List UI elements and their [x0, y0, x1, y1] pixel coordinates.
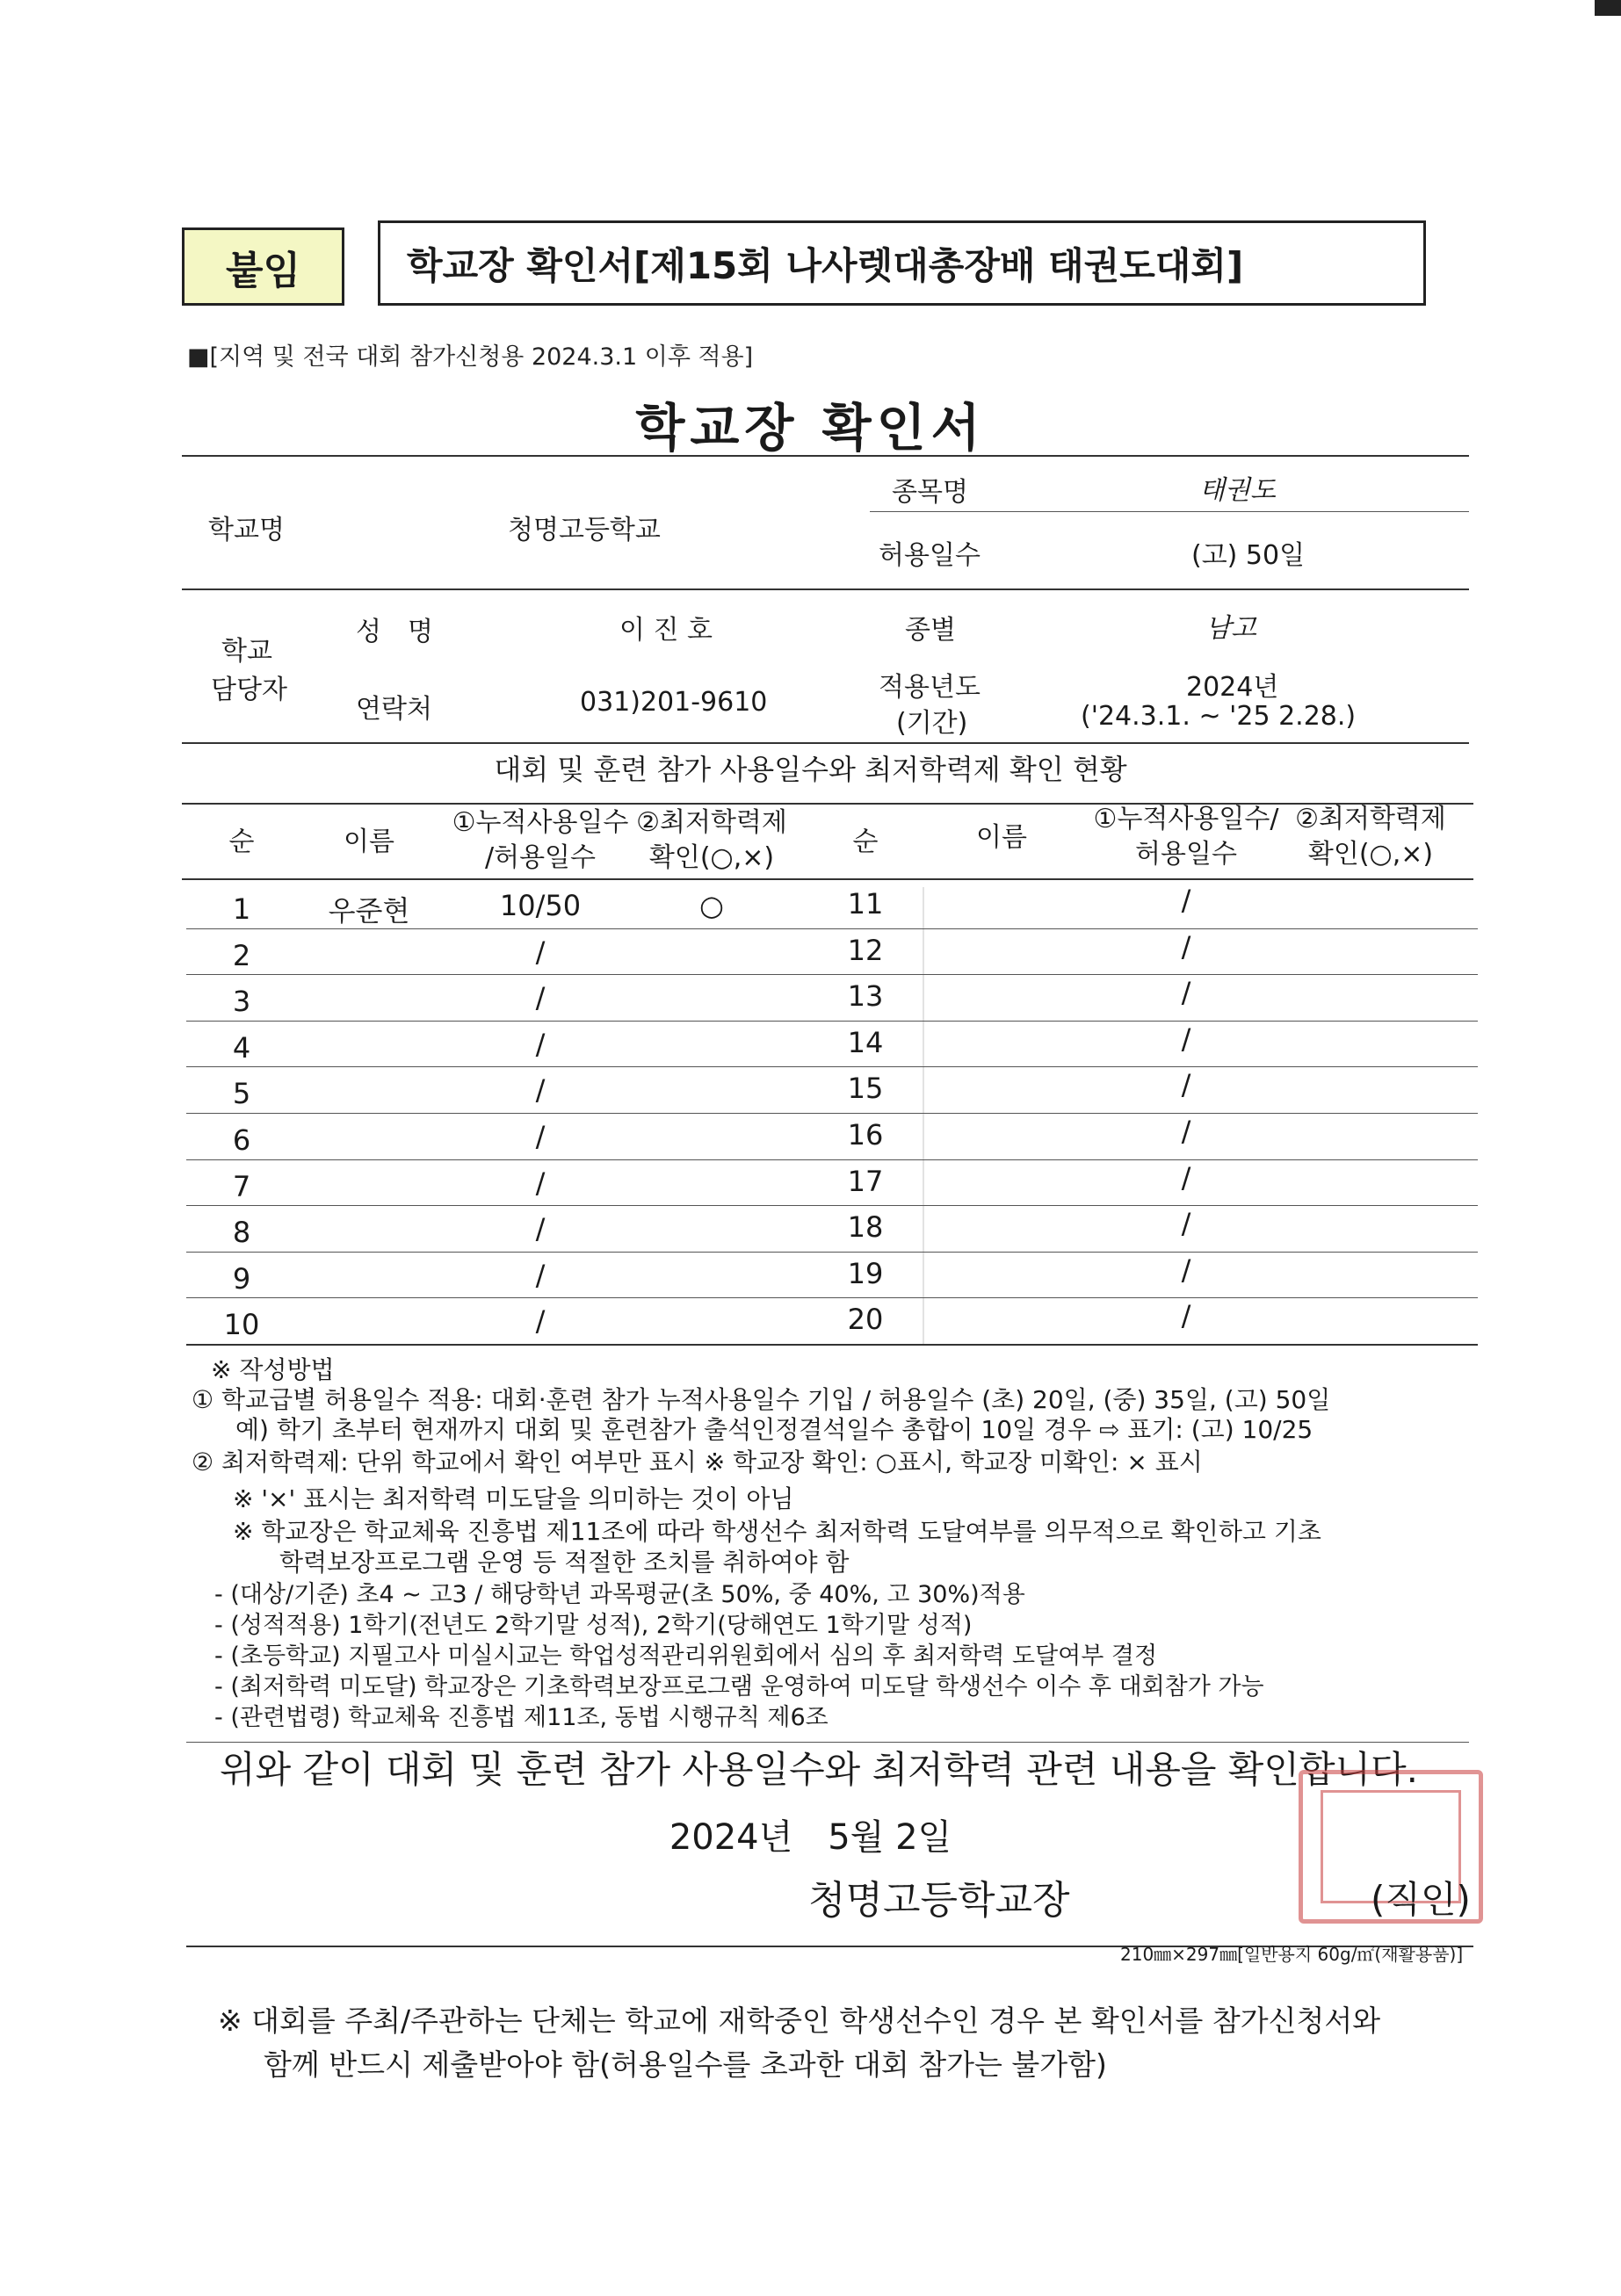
application-notice: ■[지역 및 전국 대회 참가신청용 2024.3.1 이후 적용] [187, 343, 754, 371]
document-title: 학교장 확인서 [635, 398, 986, 458]
student-name: 우준현 [328, 894, 410, 928]
row-number: 10 [223, 1308, 260, 1341]
col-header-min-left-l1: ②최저학력제 [636, 807, 787, 838]
method-note-2-line1: ※ 학교장은 학교체육 진흥법 제11조에 따라 학생선수 최저학력 도달여부를 의무적으로 확인하고 기초 [233, 1517, 1321, 1546]
contact-name-label: 성 명 [356, 617, 433, 647]
col-header-days-right-l1: ①누적사용일수/ [1093, 804, 1279, 834]
row-number: 1 [232, 892, 251, 926]
gender-label: 종별 [905, 615, 956, 646]
row-number: 4 [232, 1031, 251, 1065]
method-note-1: ※ '×' 표시는 최저학력 미도달을 의미하는 것이 아님 [233, 1484, 794, 1513]
used-allowed-days: / [1181, 1299, 1191, 1332]
table-row-rule [186, 974, 1478, 975]
year-label-line2: (기간) [896, 708, 968, 739]
rule-top [182, 455, 1469, 457]
method-dash-2: - (성적적용) 1학기(전년도 2학기말 성적), 2학기(당해연도 1학기말 성적) [214, 1612, 973, 1639]
sport-value: 태권도 [1199, 475, 1276, 506]
rule-school-bottom [182, 588, 1469, 590]
contact-name: 이 진 호 [619, 615, 713, 646]
used-allowed-days: / [535, 981, 546, 1014]
footnote-line2: 함께 반드시 제출받아야 함(허용일수를 초과한 대회 참가는 불가함) [264, 2047, 1107, 2082]
table-row-rule [186, 1066, 1478, 1067]
issue-date: 2024년 5월 2일 [669, 1817, 952, 1858]
used-allowed-days: / [535, 935, 546, 969]
table-header-rule [182, 878, 1473, 880]
form-title: 학교장 확인서[제15회 나사렛대총장배 태권도대회] [378, 220, 1426, 306]
col-header-min-left-l2: 확인(○,×) [648, 842, 775, 873]
year-label-line1: 적용년도 [879, 672, 981, 703]
row-number: 8 [232, 1216, 251, 1249]
confirmation-text: 위와 같이 대회 및 훈련 참가 사용일수와 최저학력 관련 내용을 확인합니다. [220, 1748, 1419, 1791]
col-header-min-right-l2: 확인(○,×) [1307, 839, 1434, 870]
col-header-days-left-l1: ①누적사용일수 [452, 807, 629, 838]
contact-label-line1: 학교 [221, 636, 272, 667]
principal-title: 청명고등학교장 [808, 1878, 1070, 1923]
col-header-days-right-l2: 허용일수 [1135, 839, 1237, 870]
contact-label-line2: 담당자 [211, 675, 287, 705]
col-header-days-left-l2: /허용일수 [484, 842, 597, 873]
used-allowed-days: / [1181, 1022, 1191, 1056]
used-allowed-days: / [1181, 976, 1191, 1009]
sport-label: 종목명 [892, 477, 968, 508]
allowed-days-value: (고) 50일 [1191, 540, 1306, 571]
used-allowed-days: / [1181, 1068, 1191, 1101]
table-row-rule [186, 1252, 1478, 1253]
row-number: 9 [232, 1262, 251, 1296]
used-allowed-days: / [1181, 884, 1191, 917]
seal-label: (직인) [1371, 1878, 1471, 1921]
contact-phone-label: 연락처 [356, 694, 432, 725]
paper-spec: 210㎜×297㎜[일반용지 60g/㎡(재활용품)] [1120, 1944, 1464, 1965]
min-academic-check: ○ [699, 889, 724, 922]
col-header-no-left: 순 [228, 827, 255, 857]
col-header-name-left: 이름 [344, 827, 394, 857]
used-allowed-days: / [1181, 930, 1191, 964]
used-allowed-days: / [1181, 1253, 1191, 1287]
row-number: 7 [232, 1170, 251, 1203]
method-item-1-example: 예) 학기 초부터 현재까지 대회 및 훈련참가 출석인정결석일수 총합이 10일 경우 ⇨ 표기: (고) 10/25 [235, 1415, 1313, 1444]
used-allowed-days: / [535, 1073, 546, 1107]
row-number: 20 [847, 1303, 884, 1336]
method-item-1: ① 학교급별 허용일수 적용: 대회·훈련 참가 누적사용일수 기입 / 허용일수 (초) 20일, (중) 35일, (고) 50일 [192, 1385, 1331, 1414]
table-row-rule [186, 1205, 1478, 1206]
method-dash-4: - (최저학력 미도달) 학교장은 기초학력보장프로그램 운영하여 미도달 학생선수 이수 후 대회참가 가능 [214, 1673, 1264, 1700]
attachment-label: 붙임 [182, 227, 344, 306]
used-allowed-days: / [1181, 1115, 1191, 1148]
used-allowed-days: / [535, 1259, 546, 1292]
allowed-days-label: 허용일수 [879, 540, 981, 571]
contact-phone: 031)201-9610 [580, 687, 768, 718]
row-number: 6 [232, 1123, 251, 1157]
used-allowed-days: / [535, 1304, 546, 1338]
method-dash-1: - (대상/기준) 초4 ~ 고3 / 해당학년 과목평균(초 50%, 중 40%, 고 30%)적용 [214, 1581, 1025, 1608]
row-number: 18 [847, 1210, 884, 1244]
row-number: 12 [847, 934, 884, 967]
school-name: 청명고등학교 [508, 515, 661, 545]
row-number: 17 [847, 1165, 884, 1198]
table-row-rule [186, 1113, 1478, 1114]
scan-edge-mark [1595, 0, 1621, 16]
row-number: 2 [232, 939, 251, 972]
used-allowed-days: / [1181, 1161, 1191, 1195]
row-number: 14 [847, 1026, 884, 1059]
footnote-line1: ※ 대회를 주최/주관하는 단체는 학교에 재학중인 학생선수인 경우 본 확인서를 참가신청서와 [218, 2004, 1381, 2038]
used-allowed-days: / [535, 1166, 546, 1200]
row-number: 13 [847, 979, 884, 1013]
rule-sport [870, 511, 1469, 512]
used-allowed-days: 10/50 [499, 889, 582, 922]
method-note-2-line2: 학력보장프로그램 운영 등 적절한 조치를 취하여야 함 [279, 1548, 850, 1577]
row-number: 15 [847, 1072, 884, 1105]
rule-contact-bottom [182, 742, 1469, 744]
used-allowed-days: / [535, 1028, 546, 1061]
table-row-rule [186, 1297, 1478, 1298]
table-row-rule [186, 1159, 1478, 1160]
table-row-rule [186, 1344, 1478, 1346]
school-name-label: 학교명 [208, 515, 285, 545]
row-number: 19 [847, 1257, 884, 1290]
used-allowed-days: / [1181, 1207, 1191, 1240]
section-title: 대회 및 훈련 참가 사용일수와 최저학력제 확인 현황 [494, 753, 1127, 786]
col-header-min-right-l1: ②최저학력제 [1295, 804, 1446, 834]
used-allowed-days: / [535, 1212, 546, 1245]
row-number: 5 [232, 1077, 251, 1110]
method-item-2: ② 최저학력제: 단위 학교에서 확인 여부만 표시 ※ 학교장 확인: ○표시, 학교장 미확인: × 표시 [192, 1448, 1203, 1477]
gender-value: 남고 [1205, 613, 1256, 644]
row-number: 3 [232, 985, 251, 1018]
method-dash-3: - (초등학교) 지필고사 미실시교는 학업성적관리위원회에서 심의 후 최저학력 도달여부 결정 [214, 1643, 1158, 1670]
table-row-rule [186, 1021, 1478, 1022]
method-title: ※ 작성방법 [211, 1355, 335, 1384]
row-number: 11 [847, 887, 884, 921]
row-number: 16 [847, 1118, 884, 1152]
method-dash-5: - (관련법령) 학교체육 진흥법 제11조, 동법 시행규칙 제6조 [214, 1704, 829, 1731]
col-header-name-right: 이름 [976, 822, 1027, 853]
used-allowed-days: / [535, 1120, 546, 1153]
table-row-rule [186, 928, 1478, 929]
scan-gutter-line [923, 887, 924, 1344]
col-header-no-right: 순 [852, 827, 879, 857]
period-value: ('24.3.1. ~ '25 2.28.) [1081, 701, 1357, 732]
year-value: 2024년 [1186, 672, 1279, 703]
